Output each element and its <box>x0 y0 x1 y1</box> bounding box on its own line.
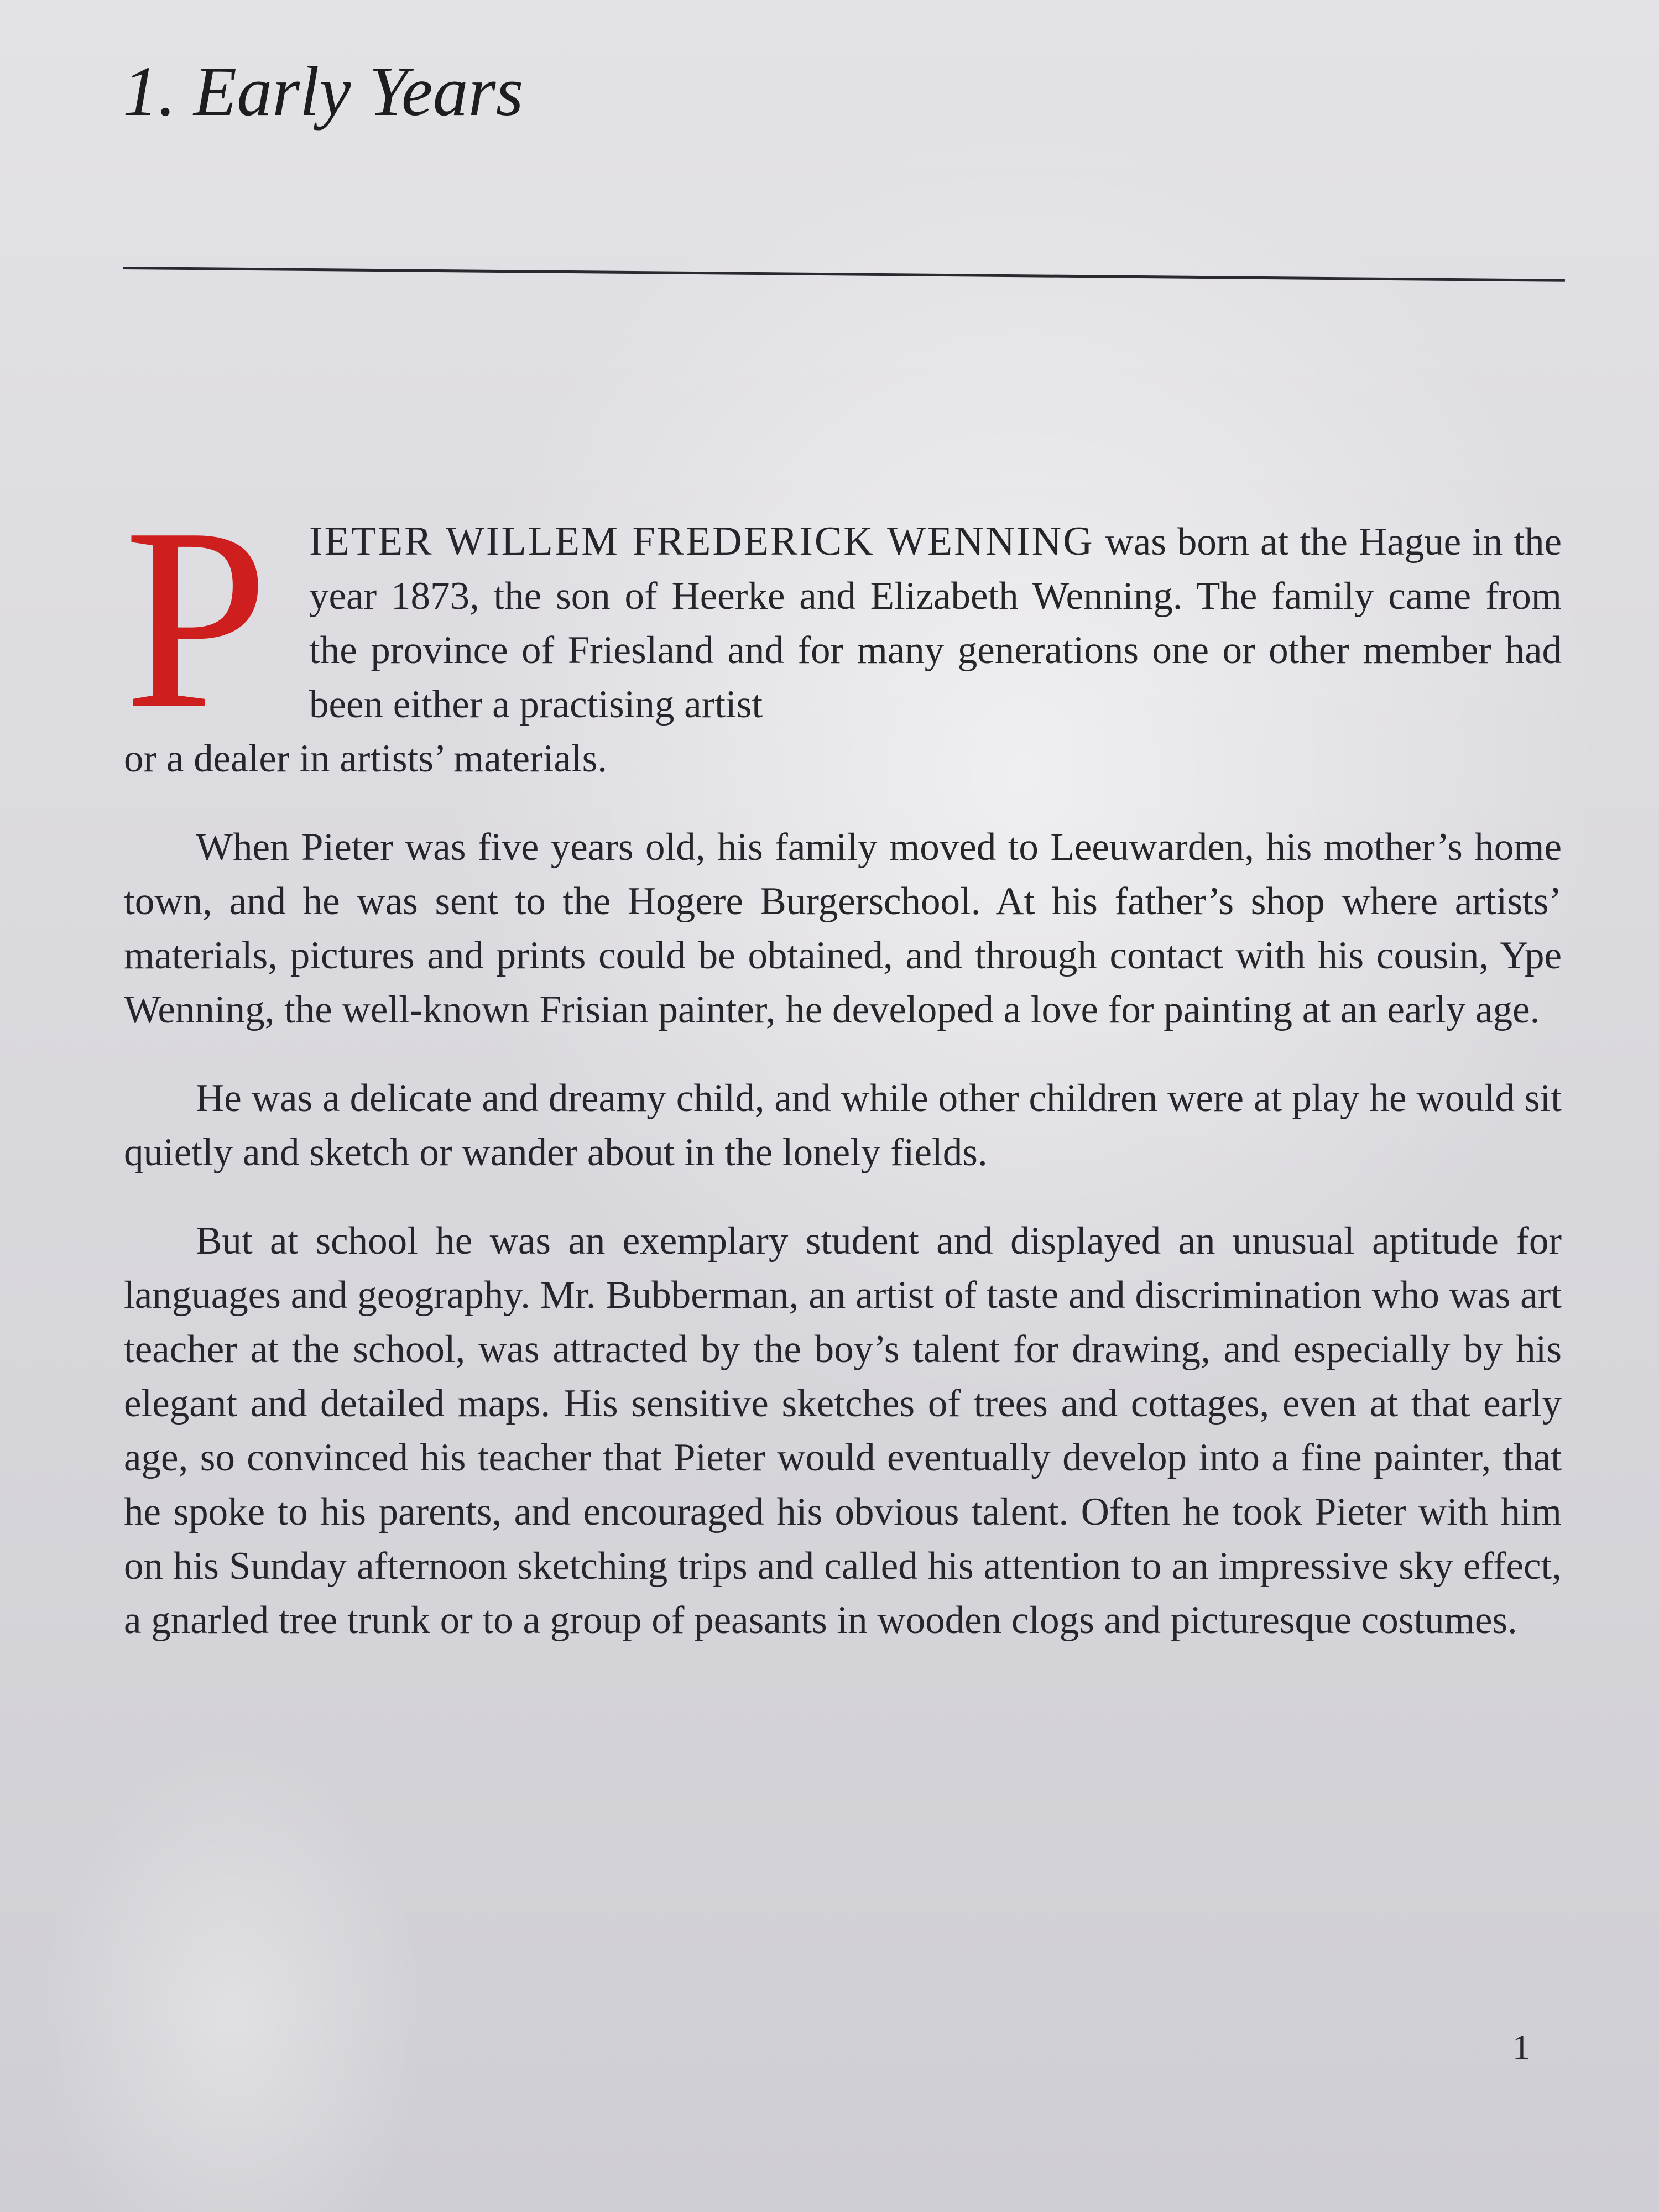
title-rule <box>123 267 1565 282</box>
paragraph-3: He was a delicate and dreamy child, and while other children were at play he would sit quietly and sketch or wander about in the lonely fields. <box>124 1077 1562 1174</box>
paragraph-1-lead-caps: IETER WILLEM FREDERICK WENNING <box>309 519 1094 564</box>
chapter-title: 1. Early Years <box>123 52 524 131</box>
paragraph-1 <box>124 474 1562 786</box>
paragraph-1-text: was born at the Hague in the year 1873, the son of Heerke and Elizabeth Wenning. The family came from the province of Friesland and for many generations one or other member had been either a practising artist <box>309 520 1562 726</box>
paragraph-4: But at school he was an exemplary student and displayed an unusual aptitude for languages and geography. Mr. Bubberman, an artist of taste and discrimination who was art teacher at the school, was attracted by the boy’s talent for drawing, and especially by his elegant and detailed maps. His sensitive sketches of trees and cottages, even at that early age, so convinced his teacher that Pieter would eventually develop into a fine painter, that he spoke to his parents, and encouraged his obvious talent. Often he took Pieter with him on his Sunday afternoon sketching trips and called his attention to an impressive sky effect, a gnarled tree trunk or to a group of peasants in wooden clogs and picturesque costumes. <box>124 1219 1562 1642</box>
paragraph-1-last-line: or a dealer in artists’ materials. <box>124 737 607 780</box>
chapter-body <box>124 474 1562 1682</box>
page-number: 1 <box>1512 2027 1530 2067</box>
paragraph-2: When Pieter was five years old, his family moved to Leeuwarden, his mother’s home town, and he was sent to the Hogere Burgerschool. At his father’s shop where artists’ materials, pictures and prints could be obtained, and through contact with his cousin, Ype Wenning, the well-known Frisian painter, he developed a love for painting at an early age. <box>124 826 1562 1031</box>
drop-cap-letter: P <box>124 474 269 762</box>
